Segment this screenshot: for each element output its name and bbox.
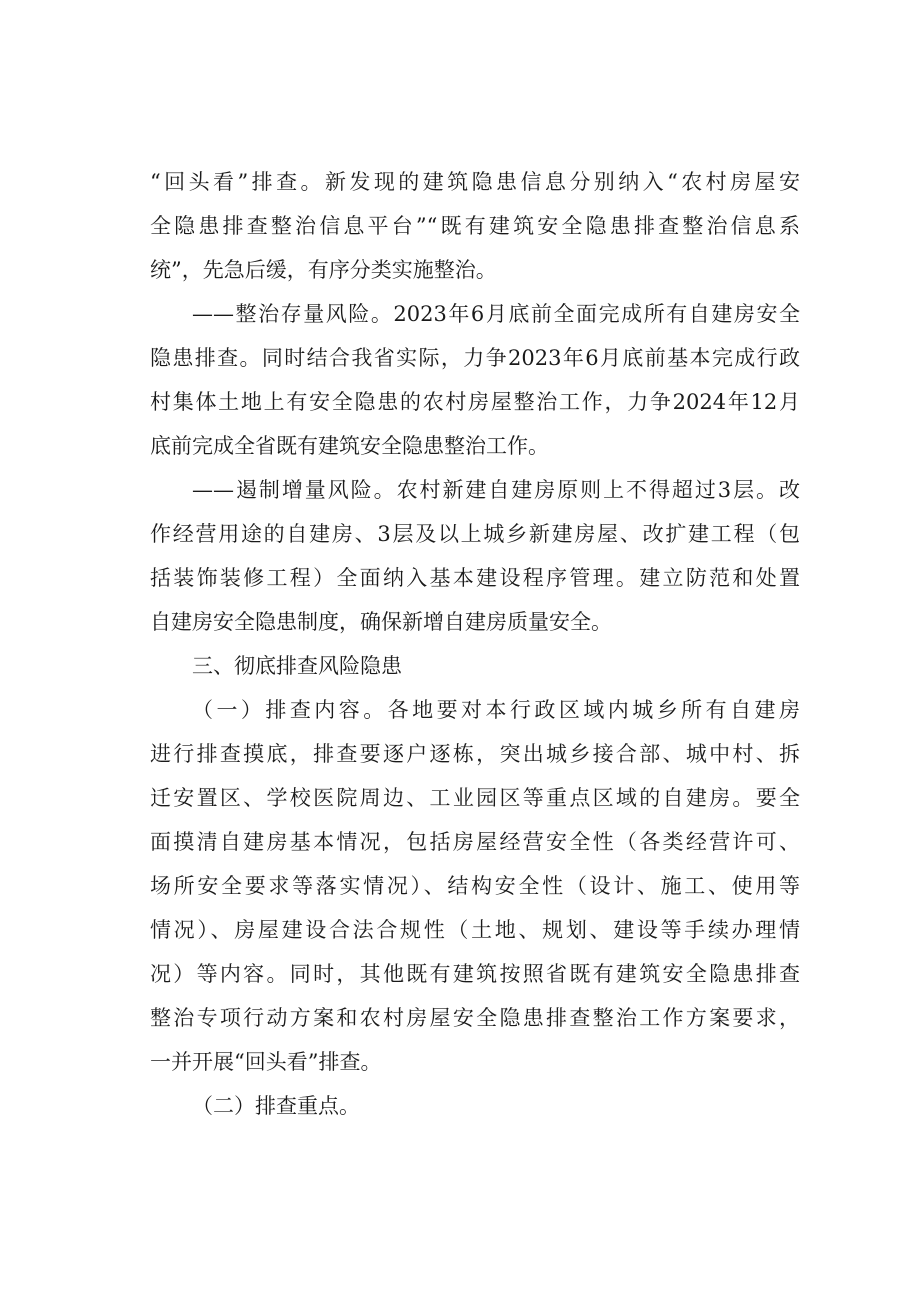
body-line: 整治专项行动方案和农村房屋安全隐患排查整治工作方案要求， bbox=[150, 1006, 800, 1030]
body-line: 统”，先急后缓，有序分类实施整治。 bbox=[150, 258, 497, 282]
body-line: 况）等内容。同时，其他既有建筑按照省既有建筑安全隐患排查 bbox=[150, 962, 800, 986]
body-line: 情况）、房屋建设合法合规性（土地、规划、建设等手续办理情 bbox=[150, 918, 800, 942]
body-line: 迁安置区、学校医院周边、工业园区等重点区域的自建房。要全 bbox=[150, 786, 800, 810]
body-line: ——整治存量风险。2023年6月底前全面完成所有自建房安全 bbox=[192, 302, 800, 326]
body-line: 面摸清自建房基本情况，包括房屋经营安全性（各类经营许可、 bbox=[150, 830, 800, 854]
body-line: “回头看”排查。新发现的建筑隐患信息分别纳入“农村房屋安 bbox=[150, 170, 800, 194]
body-line: 作经营用途的自建房、3层及以上城乡新建房屋、改扩建工程（包 bbox=[150, 522, 800, 546]
body-line: （一）排查内容。各地要对本行政区域内城乡所有自建房 bbox=[192, 698, 800, 722]
body-line: 村集体土地上有安全隐患的农村房屋整治工作，力争2024年12月 bbox=[150, 390, 800, 414]
section-heading: 三、彻底排查风险隐患 bbox=[192, 654, 402, 678]
body-line: 自建房安全隐患制度，确保新增自建房质量安全。 bbox=[150, 610, 612, 634]
body-line: ——遏制增量风险。农村新建自建房原则上不得超过3层。改 bbox=[192, 478, 800, 502]
subsection-heading: （二）排查重点。 bbox=[192, 1094, 360, 1118]
body-line: 隐患排查。同时结合我省实际，力争2023年6月底前基本完成行政 bbox=[150, 346, 800, 370]
body-line: 全隐患排查整治信息平台”“既有建筑安全隐患排查整治信息系 bbox=[150, 214, 800, 238]
body-line: 括装饰装修工程）全面纳入基本建设程序管理。建立防范和处置 bbox=[150, 566, 800, 590]
body-line: 底前完成全省既有建筑安全隐患整治工作。 bbox=[150, 434, 549, 458]
body-line: 场所安全要求等落实情况）、结构安全性（设计、施工、使用等 bbox=[150, 874, 800, 898]
body-line: 一并开展“回头看”排查。 bbox=[150, 1050, 382, 1074]
body-line: 进行排查摸底，排查要逐户逐栋，突出城乡接合部、城中村、拆 bbox=[150, 742, 800, 766]
